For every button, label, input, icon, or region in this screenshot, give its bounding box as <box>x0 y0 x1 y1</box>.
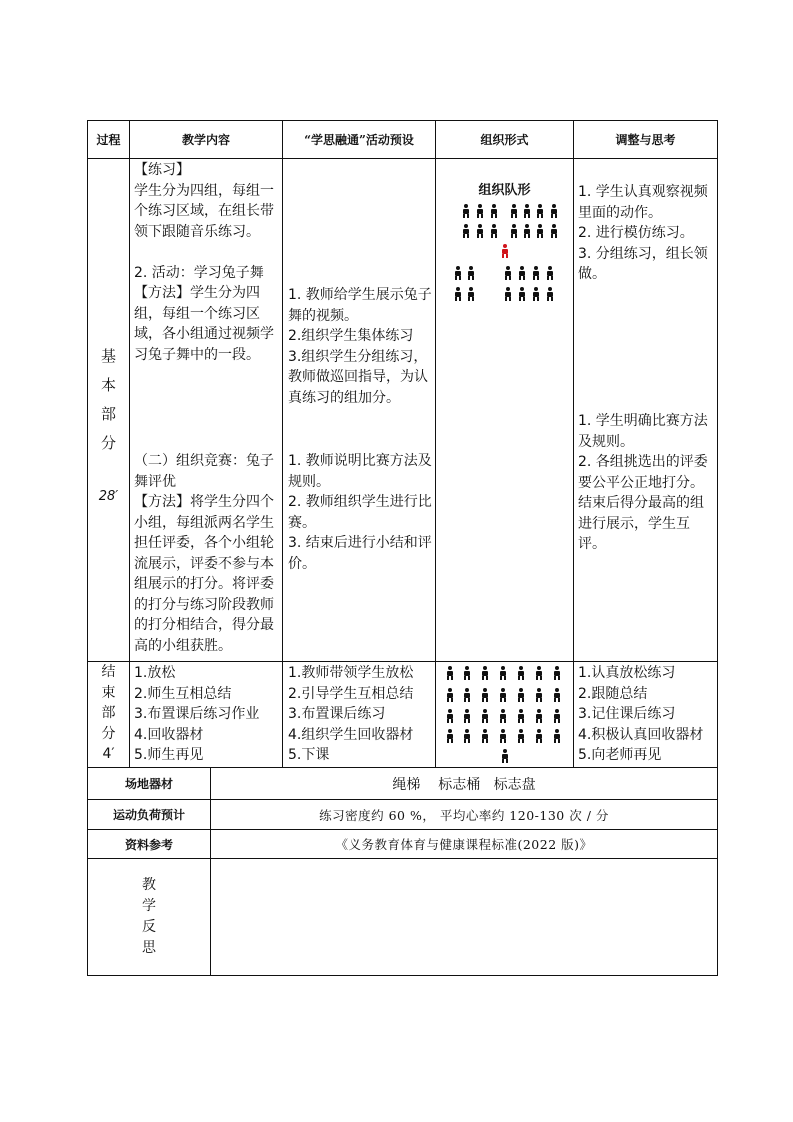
student-figure <box>463 729 471 743</box>
student-figure <box>535 666 543 680</box>
student-figure <box>553 688 561 702</box>
ending-content: 1.放松 2.师生互相总结 3.布置课后练习作业 4.回收器材 5.师生再见 <box>134 665 260 763</box>
student-figure <box>481 666 489 680</box>
student-figure <box>463 709 471 723</box>
venue-label: 场地器材 <box>124 777 173 791</box>
student-figure <box>499 729 507 743</box>
student-figure <box>476 224 484 238</box>
student-figure <box>499 666 507 680</box>
basic-section-time: 28′ <box>98 489 119 504</box>
load-label: 运动负荷预计 <box>112 808 185 822</box>
student-figure <box>510 204 518 218</box>
references-label: 资料参考 <box>124 837 173 852</box>
student-figure <box>481 709 489 723</box>
student-figure <box>550 224 558 238</box>
basic-content-competition: （二）组织竞赛：兔子舞评优 【方法】将学生分四个小组，每组派两名学生担任评委，各个小组轮流展示，评委不参与本组展示的打分。将评委的打分与练习阶段教师的打分相结合，得分最高的小组获胜。 <box>134 453 274 654</box>
student-figure <box>535 709 543 723</box>
formation-diagram-ending <box>436 662 573 767</box>
student-figure <box>536 224 544 238</box>
student-figure <box>504 266 512 280</box>
basic-reflection-competition: 1. 学生明确比赛方法及规则。 2. 各组挑选出的评委要公平公正地打分。 结束后得分最高的组进行展示，学生互评。 <box>578 413 708 552</box>
student-figure <box>546 266 554 280</box>
basic-activity-practice: 1. 教师给学生展示兔子舞的视频。 2.组织学生集体练习 3.组织学生分组练习，教师做巡回指导，为认真练习的组加分。 <box>288 287 432 406</box>
student-figure <box>518 287 526 301</box>
student-figure <box>550 204 558 218</box>
student-figure <box>490 204 498 218</box>
header-activity: “学思融通”活动预设 <box>304 132 414 147</box>
ending-reflection: 1.认真放松练习 2.跟随总结 3.记住课后练习 4.积极认真回收器材 5.向老师再见 <box>578 665 704 763</box>
formation-title: 组织队形 <box>478 183 531 198</box>
student-figure <box>499 688 507 702</box>
student-figure <box>517 729 525 743</box>
teacher-figure <box>501 749 509 763</box>
ending-activity: 1.教师带领学生放松 2.引导学生互相总结 3.布置课后练习 4.组织学生回收器材 5.下课 <box>288 665 414 763</box>
teacher-figure <box>501 244 509 258</box>
student-figure <box>446 729 454 743</box>
student-figure <box>553 666 561 680</box>
basic-content-practice: 【练习】 学生分为四组，每组一个练习区域，在组长带领下跟随音乐练习。 2. 活动：学习兔子舞 【方法】学生分为四组，每组一个练习区域，各小组通过视频学习兔子舞中的一段。 <box>134 162 274 363</box>
student-figure <box>553 709 561 723</box>
load-value: 练习密度约 60 %， 平均心率约 120-130 次 / 分 <box>319 807 609 823</box>
student-figure <box>517 666 525 680</box>
basic-section-label: 基 本 部 分 <box>100 347 116 452</box>
header-process: 过程 <box>96 132 121 147</box>
formation-diagram-basic <box>436 200 573 310</box>
student-figure <box>462 204 470 218</box>
student-figure <box>446 688 454 702</box>
student-figure <box>446 666 454 680</box>
student-figure <box>490 224 498 238</box>
header-content: 教学内容 <box>181 132 230 147</box>
student-figure <box>546 287 554 301</box>
header-reflection: 调整与思考 <box>615 132 676 147</box>
student-figure <box>499 709 507 723</box>
student-figure <box>454 287 462 301</box>
student-figure <box>523 204 531 218</box>
student-figure <box>481 729 489 743</box>
student-figure <box>510 224 518 238</box>
student-figure <box>446 709 454 723</box>
student-figure <box>454 266 462 280</box>
student-figure <box>462 224 470 238</box>
student-figure <box>518 266 526 280</box>
student-figure <box>535 729 543 743</box>
student-figure <box>532 266 540 280</box>
student-figure <box>523 224 531 238</box>
student-figure <box>517 709 525 723</box>
student-figure <box>553 729 561 743</box>
basic-reflection-practice: 1. 学生认真观察视频里面的动作。 2. 进行模仿练习。 3. 分组练习，组长领做。 <box>578 184 708 282</box>
student-figure <box>504 287 512 301</box>
student-figure <box>467 287 475 301</box>
student-figure <box>467 266 475 280</box>
student-figure <box>536 204 544 218</box>
student-figure <box>517 688 525 702</box>
student-figure <box>463 666 471 680</box>
student-figure <box>535 688 543 702</box>
student-figure <box>532 287 540 301</box>
ending-section-label: 结 束 部 分 4′ <box>101 664 116 762</box>
references-value: 《义务教育体育与健康课程标准(2022 版)》 <box>335 837 593 852</box>
student-figure <box>481 688 489 702</box>
venue-value: 绳梯 标志桶 标志盘 <box>392 776 536 793</box>
teaching-reflection-label: 教 学 反 思 <box>142 877 156 956</box>
header-organization: 组织形式 <box>480 132 529 147</box>
student-figure <box>476 204 484 218</box>
basic-activity-competition: 1. 教师说明比赛方法及规则。 2. 教师组织学生进行比赛。 3. 结束后进行小结和评价。 <box>288 453 432 572</box>
student-figure <box>463 688 471 702</box>
